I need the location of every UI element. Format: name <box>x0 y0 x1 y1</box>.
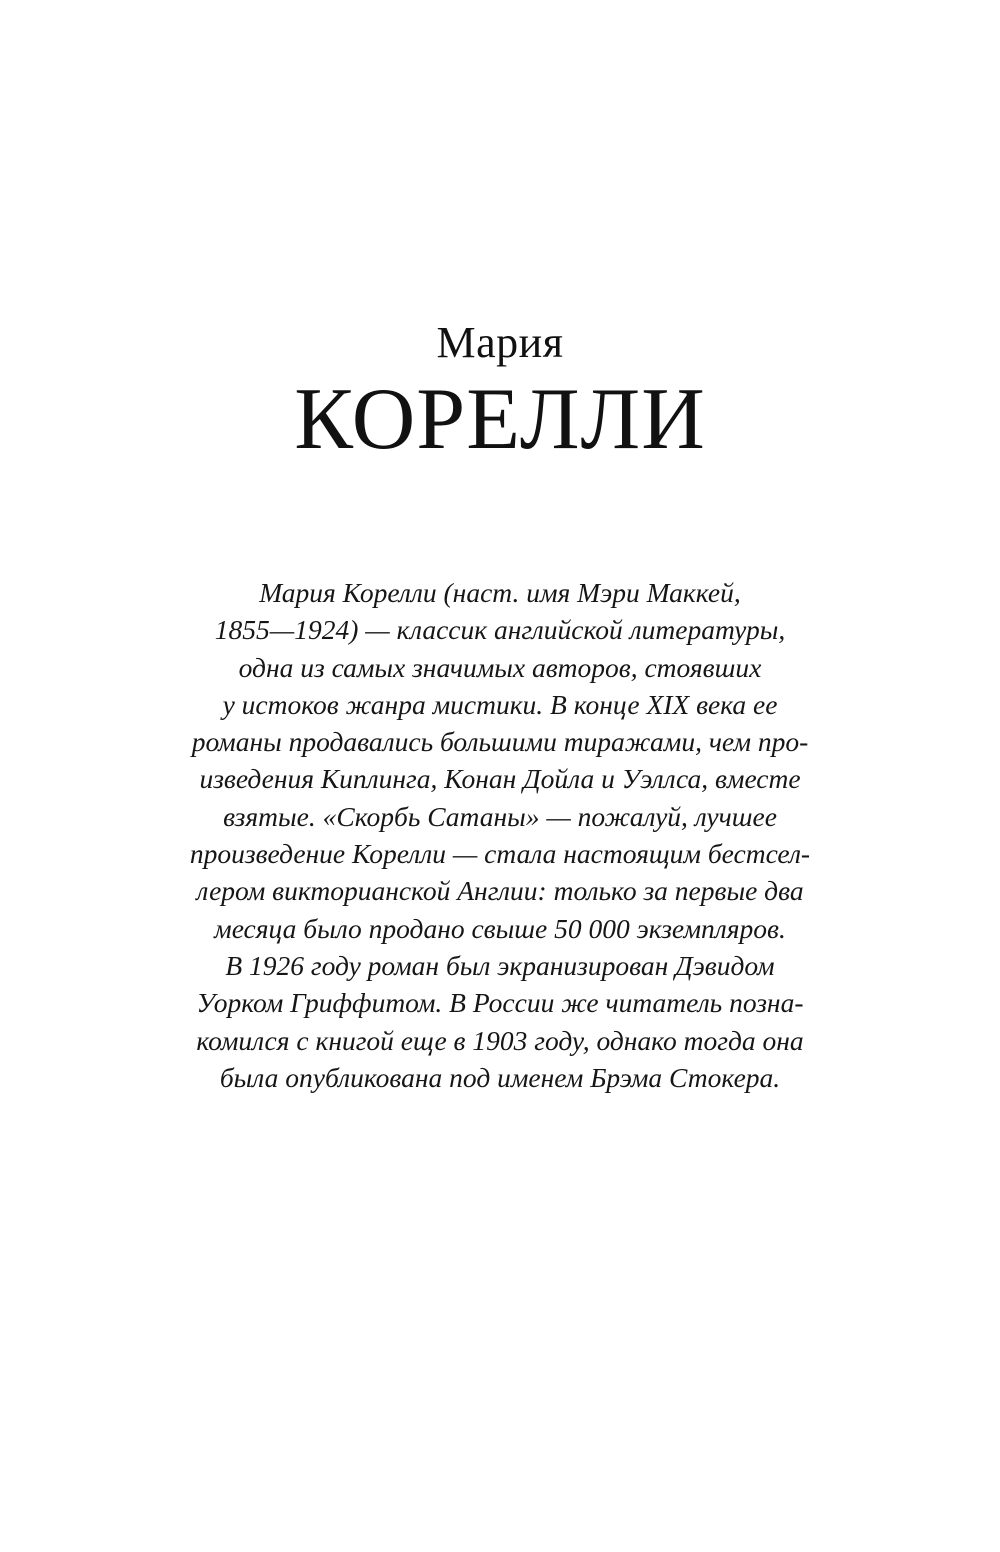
blurb-line: была опубликована под именем Брэма Стокера. <box>219 1061 781 1093</box>
blurb-line: лером викторианской Англии: только за первые два <box>196 875 804 907</box>
blurb-line: изведения Киплинга, Конан Дойла и Уэллса, вместе <box>199 763 801 795</box>
blurb-line: Уорком Гриффитом. В России же читатель позна- <box>196 987 804 1019</box>
author-first-name: Мария <box>436 318 564 367</box>
blurb-line: взятые. «Скорбь Сатаны» — пожалуй, лучшее <box>223 800 777 832</box>
blurb-line: у истоков жанра мистики. В конце XIX века ее <box>222 688 778 720</box>
author-blurb <box>150 574 850 1096</box>
author-last-name: КОРЕЛЛИ <box>294 371 706 468</box>
blurb-line: 1855—1924) — классик английской литературы, <box>214 614 786 646</box>
blurb-line: романы продавались большими тиражами, чем про- <box>191 726 809 758</box>
blurb-line: комился с книгой еще в 1903 году, однако тогда она <box>196 1024 804 1056</box>
blurb-line: произведение Корелли — стала настоящим бестсел- <box>189 838 811 870</box>
blurb-line: Мария Корелли (наст. имя Мэри Маккей, <box>259 577 741 608</box>
blurb-line: В 1926 году роман был экранизирован Дэвидом <box>225 949 775 981</box>
blurb-line: одна из самых значимых авторов, стоявших <box>238 651 762 683</box>
blurb-line: месяца было продано свыше 50 000 экземпляров. <box>214 912 786 944</box>
